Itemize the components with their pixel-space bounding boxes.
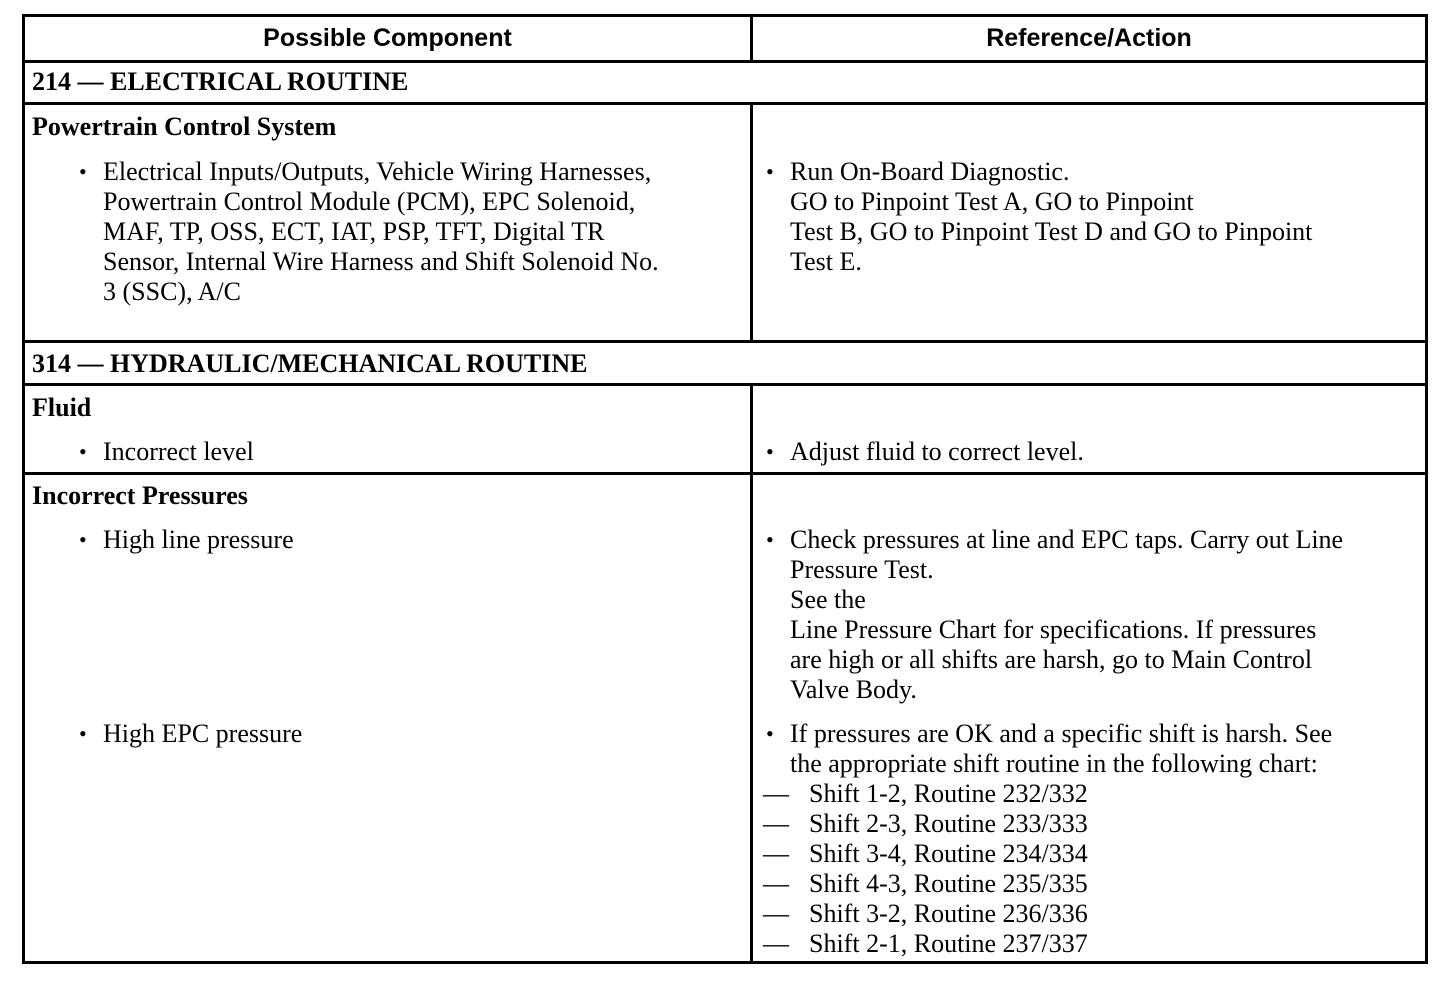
action-line: If pressures are OK and a specific shift is harsh. See xyxy=(790,719,1333,748)
routine-item: Shift 2-3, Routine 233/333 xyxy=(809,809,1088,838)
action-line: the appropriate shift routine in the following chart: xyxy=(790,749,1318,778)
action-line: Test B, GO to Pinpoint Test D and GO to Pinpoint xyxy=(790,217,1313,246)
routine-item: Shift 3-4, Routine 234/334 xyxy=(809,839,1088,868)
action-line: Adjust fluid to correct level. xyxy=(790,437,1084,466)
bullet: • xyxy=(79,159,87,184)
action-line: See the xyxy=(790,585,866,614)
row-divider xyxy=(25,102,1425,105)
section-title-hydraulic: 314 — HYDRAULIC/MECHANICAL ROUTINE xyxy=(32,349,588,378)
column-divider xyxy=(750,102,753,343)
dash: — xyxy=(763,809,789,838)
group-heading-fluid: Fluid xyxy=(32,393,92,422)
group-heading-pressures: Incorrect Pressures xyxy=(32,481,248,510)
component-line: High line pressure xyxy=(103,525,294,554)
bullet: • xyxy=(79,721,87,746)
bullet: • xyxy=(766,527,774,552)
component-line: High EPC pressure xyxy=(103,719,303,748)
routine-item: Shift 4-3, Routine 235/335 xyxy=(809,869,1088,898)
column-header-component: Possible Component xyxy=(263,24,512,52)
dash: — xyxy=(763,929,789,958)
action-line: Check pressures at line and EPC taps. Carry out Line xyxy=(790,525,1344,554)
component-line: Incorrect level xyxy=(103,437,254,466)
dash: — xyxy=(763,779,789,808)
action-line: Test E. xyxy=(790,247,862,276)
dash: — xyxy=(763,899,789,928)
column-divider xyxy=(750,383,753,963)
component-line: Powertrain Control Module (PCM), EPC Solenoid, xyxy=(103,187,636,216)
row-divider xyxy=(25,340,1425,343)
row-divider xyxy=(25,383,1425,386)
action-line: are high or all shifts are harsh, go to Main Control xyxy=(790,645,1313,674)
dash: — xyxy=(763,839,789,868)
action-line: GO to Pinpoint Test A, GO to Pinpoint xyxy=(790,187,1194,216)
routine-item: Shift 2-1, Routine 237/337 xyxy=(809,929,1088,958)
bullet: • xyxy=(766,159,774,184)
component-line: MAF, TP, OSS, ECT, IAT, PSP, TFT, Digital TR xyxy=(103,217,605,246)
action-line: Run On-Board Diagnostic. xyxy=(790,157,1070,186)
routine-item: Shift 3-2, Routine 236/336 xyxy=(809,899,1088,928)
row-divider xyxy=(25,472,1425,475)
action-line: Pressure Test. xyxy=(790,555,934,584)
component-line: 3 (SSC), A/C xyxy=(103,277,241,306)
section-title-electrical: 214 — ELECTRICAL ROUTINE xyxy=(32,67,409,96)
component-line: Sensor, Internal Wire Harness and Shift Solenoid No. xyxy=(103,247,659,276)
bullet: • xyxy=(79,527,87,552)
component-line: Electrical Inputs/Outputs, Vehicle Wiring Harnesses, xyxy=(103,157,652,186)
group-heading-powertrain: Powertrain Control System xyxy=(32,112,337,141)
action-line: Line Pressure Chart for specifications. If pressures xyxy=(790,615,1317,644)
diagnostic-table xyxy=(22,14,1428,964)
column-divider xyxy=(750,17,753,63)
action-line: Valve Body. xyxy=(790,675,917,704)
table-header xyxy=(25,17,1425,63)
routine-item: Shift 1-2, Routine 232/332 xyxy=(809,779,1088,808)
bullet: • xyxy=(79,439,87,464)
column-header-action: Reference/Action xyxy=(986,24,1192,52)
bullet: • xyxy=(766,439,774,464)
dash: — xyxy=(763,869,789,898)
bullet: • xyxy=(766,721,774,746)
